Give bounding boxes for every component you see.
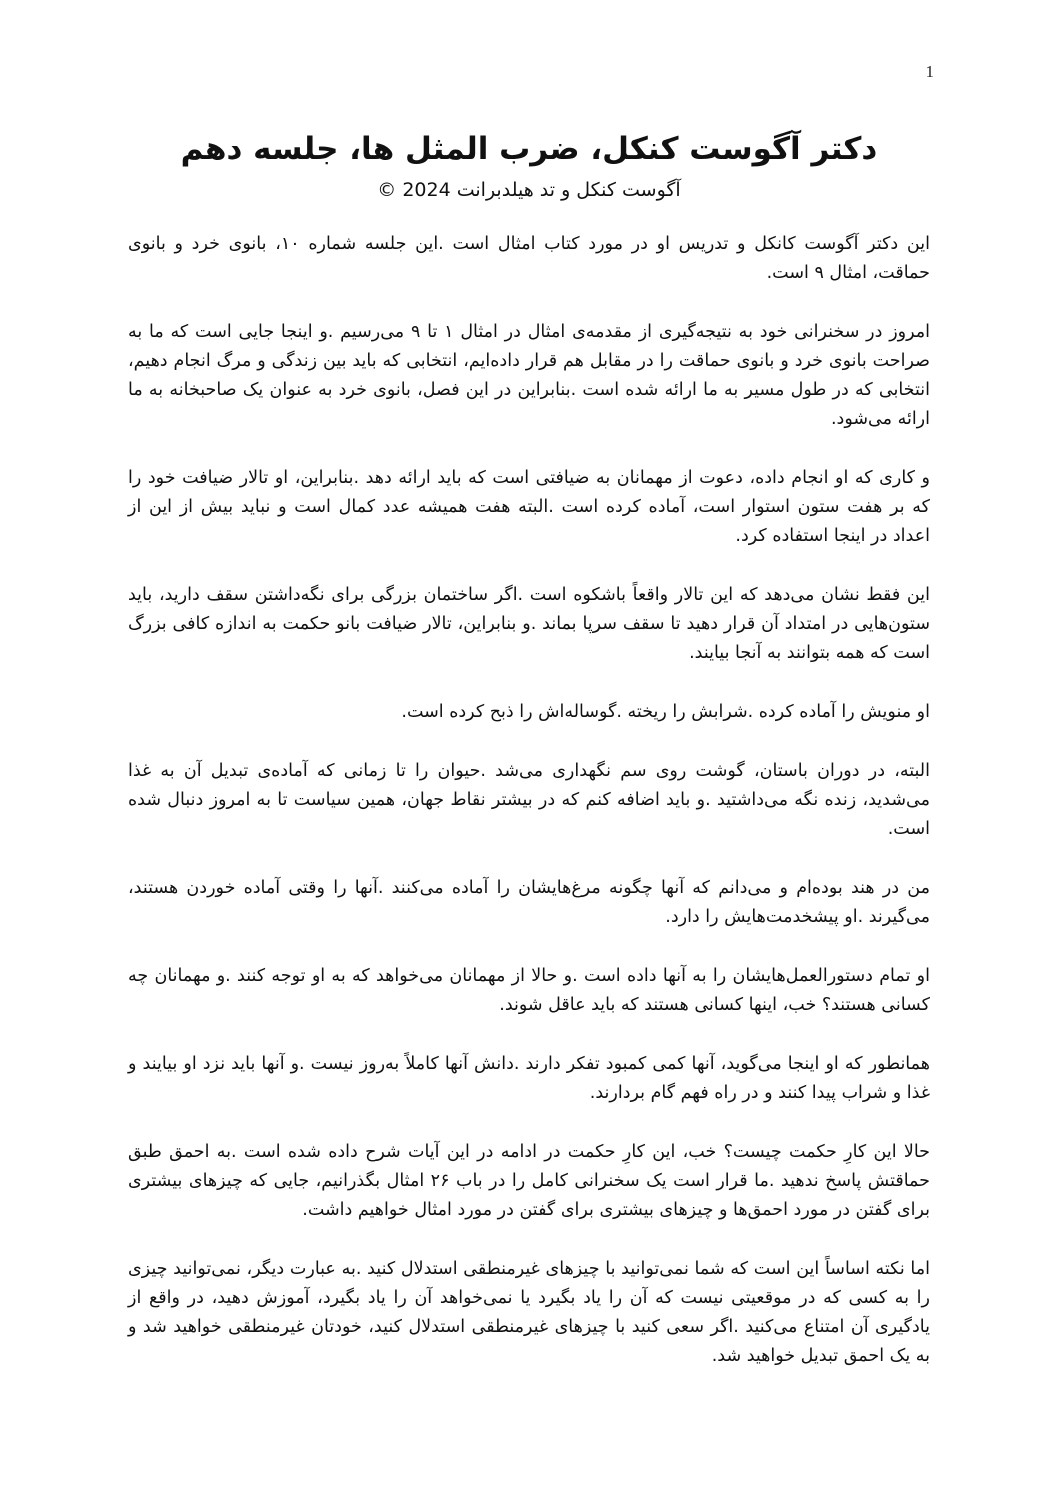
page-number: 1 (925, 62, 934, 81)
document-body (128, 230, 930, 1401)
paragraph: او منویش را آماده کرده .شرابش را ریخته .گوساله‌اش را ذبح کرده است. (401, 702, 930, 722)
paragraph: من در هند بوده‌ام و می‌دانم که آنها چگونه مرغ‌هایشان را آماده می‌کنند .آنها را وقتی آماده خوردن هستند، می‌گیرند .او پیشخدمت‌هایش را دارد. (128, 878, 930, 927)
paragraph: اما نکته اساساً این است که شما نمی‌توانید با چیزهای غیرمنطقی استدلال کنید .به عبارت دیگر، نمی‌توانید چیزی را به کسی که در موقعیتی نیست که آن را یاد بگیرد یا نمی‌خواهد آن را یاد بگیرد، آموزش دهید، در واقع از یادگیری آن امتناع می‌کنید .اگر سعی کنید با چیزهای غیرمنطقی استدلال کنید، خودتان غیرمنطقی خواهید شد و به یک احمق تبدیل خواهید شد. (128, 1259, 930, 1366)
paragraph: حالا این کارِ حکمت چیست؟ خب، این کارِ حکمت در ادامه در این آیات شرح داده شده است .به احمق طبق حماقتش پاسخ ندهید .ما قرار است یک سخنرانی کامل را در باب ۲۶ امثال بگذرانیم، جایی که چیزهای بیشتری برای گفتن در مورد احمق‌ها و چیزهای بیشتری برای گفتن در مورد امثال خواهیم داشت. (128, 1142, 930, 1220)
paragraph: همانطور که او اینجا می‌گوید، آنها کمی کمبود تفکر دارند .دانش آنها کاملاً به‌روز نیست .و آنها باید نزد او بیایند و غذا و شراب پیدا کنند و در راه فهم گام بردارند. (128, 1054, 930, 1103)
paragraph: این فقط نشان می‌دهد که این تالار واقعاً باشکوه است .اگر ساختمان بزرگی برای نگه‌داشتن سقف دارید، باید ستون‌هایی در امتداد آن قرار دهید تا سقف سرپا بماند .و بنابراین، تالار ضیافت بانو حکمت به اندازه کافی بزرگ است که همه بتوانند به آنجا بیایند. (128, 585, 930, 663)
paragraph: امروز در سخنرانی خود به نتیجه‌گیری از مقدمه‌ی امثال در امثال ۱ تا ۹ می‌رسیم .و اینجا جایی است که ما به صراحت بانوی خرد و بانوی حماقت را در مقابل هم قرار داده‌ایم، انتخابی که باید بین زندگی و مرگ انجام دهیم، انتخابی که در طول مسیر به ما ارائه شده است .بنابراین در این فصل، بانوی خرد به عنوان یک صاحبخانه به ما ارائه می‌شود. (128, 322, 930, 429)
paragraph: او تمام دستورالعمل‌هایشان را به آنها داده است .و حالا از مهمانان می‌خواهد که به او توجه کنند .و مهمانان چه کسانی هستند؟ خب، اینها کسانی هستند که باید عاقل شوند. (128, 966, 930, 1015)
paragraph: و کاری که او انجام داده، دعوت از مهمانان به ضیافتی است که باید ارائه دهد .بنابراین، او تالار ضیافت خود را که بر هفت ستون استوار است، آماده کرده است .البته هفت همیشه عدد کمال است و نباید بیش از این از اعداد در اینجا استفاده کرد. (128, 468, 930, 546)
document-title: دکتر آگوست کنکل، ضرب المثل ها، جلسه دهم (180, 131, 878, 167)
paragraph: این دکتر آگوست کانکل و تدریس او در مورد کتاب امثال است .این جلسه شماره ۱۰، بانوی خرد و بانوی حماقت، امثال ۹ است. (128, 234, 930, 283)
paragraph: البته، در دوران باستان، گوشت روی سم نگهداری می‌شد .حیوان را تا زمانی که آماده‌ی تبدیل آن به غذا می‌شدید، زنده نگه می‌داشتید .و باید اضافه کنم که در بیشتر نقاط جهان، همین سیاست تا به امروز دنبال شده است. (128, 761, 930, 839)
document-subtitle: آگوست کنکل و تد هیلدبرانت 2024 © (377, 179, 681, 201)
